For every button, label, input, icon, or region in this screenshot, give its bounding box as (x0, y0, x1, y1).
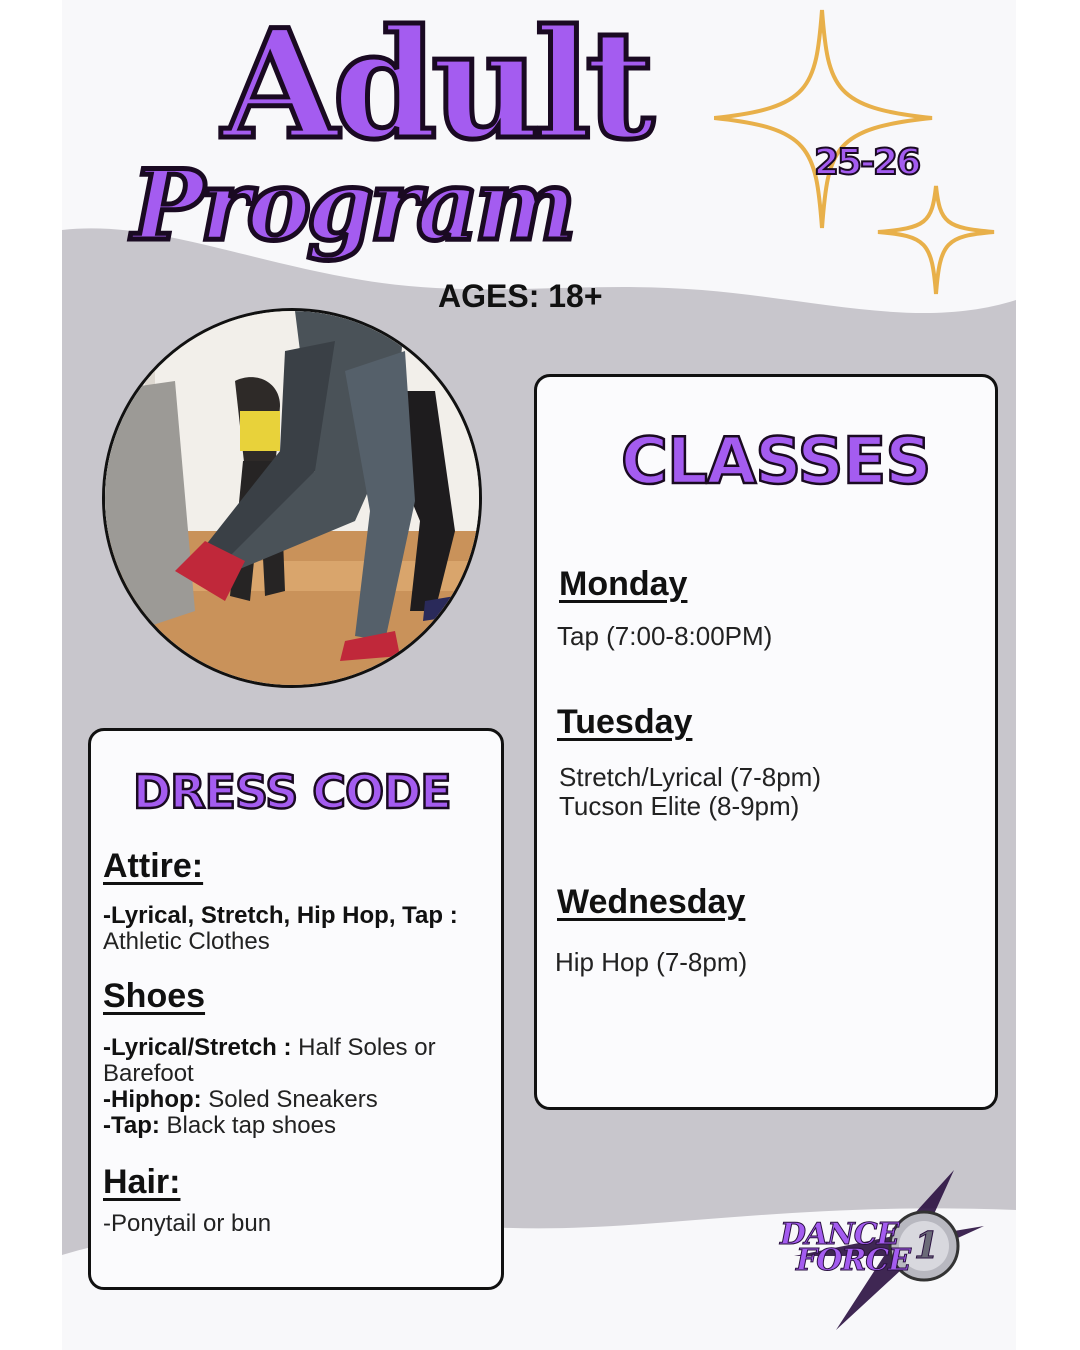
day-wednesday: Wednesday (557, 883, 746, 921)
attire-text (103, 903, 463, 955)
dress-code-heading: DRESS CODE (133, 765, 451, 819)
shoes-item-label: -Hiphop: (103, 1086, 202, 1113)
shoes-item (103, 1113, 463, 1139)
ages-label: AGES: 18+ (438, 278, 603, 314)
classes-heading: CLASSES (621, 425, 931, 499)
flyer-page (62, 0, 1016, 1350)
shoes-item-value: Half Soles or Barefoot (103, 1034, 436, 1087)
day-tuesday: Tuesday (557, 703, 693, 741)
classes-card (534, 374, 998, 1110)
tuesday-class-1: Stretch/Lyrical (7-8pm) (559, 762, 821, 792)
monday-class-1: Tap (7:00-8:00PM) (557, 621, 773, 651)
shoes-item (103, 1035, 463, 1087)
shoes-title: Shoes (103, 977, 206, 1015)
shoes-item-value: Black tap shoes (166, 1112, 336, 1139)
attire-value: Athletic Clothes (103, 928, 270, 955)
tuesday-class-2: Tucson Elite (8-9pm) (559, 791, 800, 821)
attire-title: Attire: (103, 847, 204, 885)
shoes-list (103, 1035, 463, 1139)
shoes-item (103, 1087, 463, 1113)
day-monday: Monday (559, 565, 688, 603)
title-adult: Adult (222, 0, 649, 173)
shoes-item-label: -Tap: (103, 1112, 160, 1139)
logo-text-dance: DANCE (780, 1217, 899, 1252)
shoes-item-label: -Lyrical/Stretch : (103, 1034, 292, 1061)
hair-value: -Ponytail or bun (103, 1210, 272, 1237)
dance-force-logo (774, 1166, 1014, 1336)
shoes-item-value: Soled Sneakers (208, 1086, 378, 1113)
dancers-photo (102, 308, 482, 688)
sparkle-star-small-icon (878, 186, 994, 294)
hair-title: Hair: (103, 1163, 181, 1201)
season-label: 25-26 (814, 142, 920, 183)
dress-code-card (88, 728, 504, 1290)
logo-mark-one: 1 (914, 1225, 939, 1267)
attire-label: -Lyrical, Stretch, Hip Hop, Tap : (103, 902, 458, 929)
title-program: Program (132, 149, 573, 262)
wednesday-class-1: Hip Hop (7-8pm) (555, 947, 748, 977)
logo-text-force: FORCE (796, 1243, 911, 1278)
